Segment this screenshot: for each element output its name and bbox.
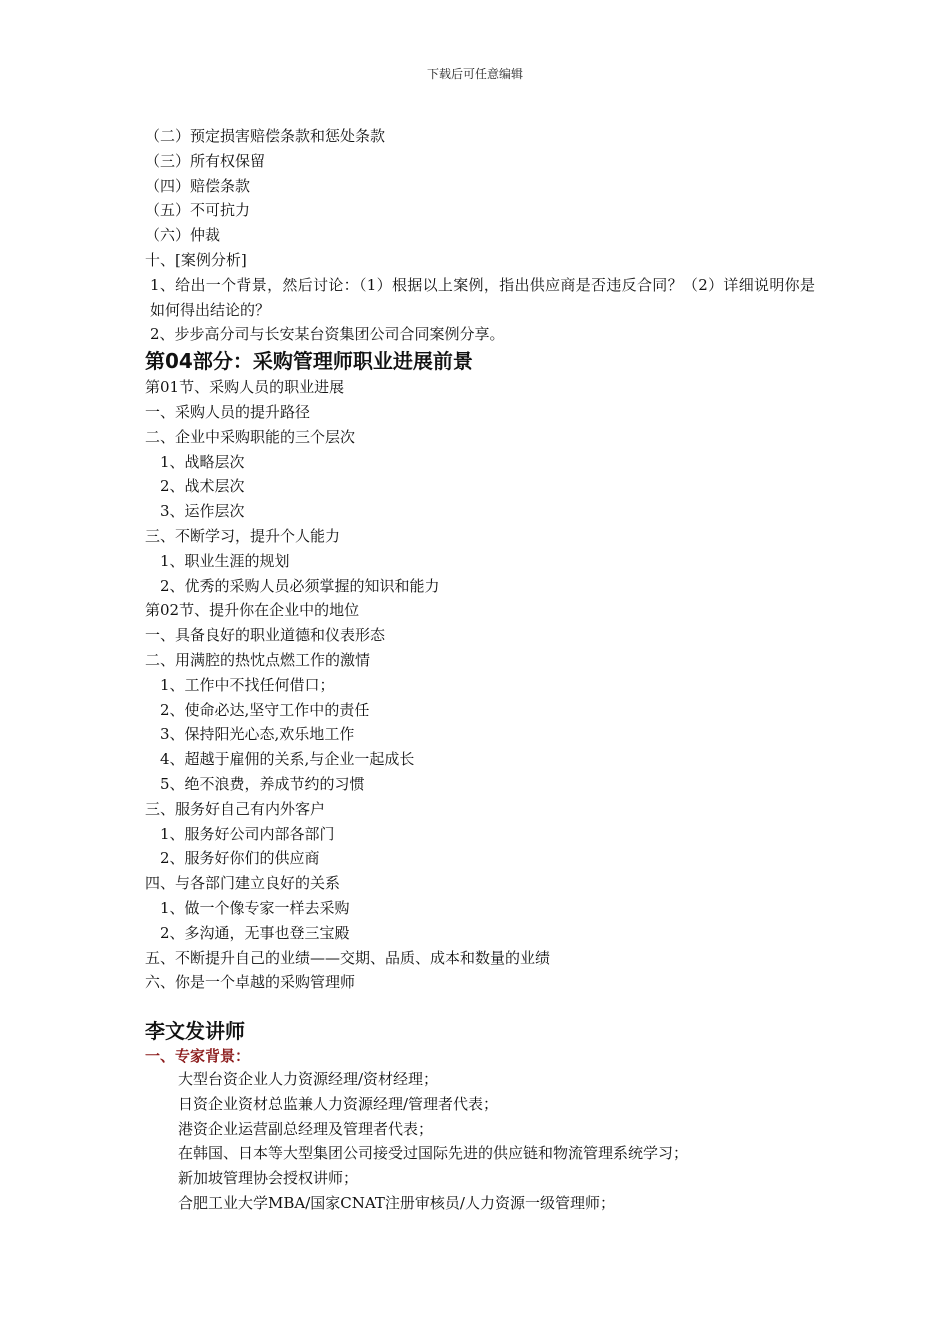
list-item: （五）不可抗力: [145, 201, 251, 220]
list-subitem: 1、服务好公司内部各部门: [160, 824, 335, 843]
document-body: [145, 124, 815, 1216]
background-item: 日资企业资材总监兼人力资源经理/管理者代表；: [178, 1094, 499, 1113]
list-item: 五、不断提升自己的业绩——交期、品质、成本和数量的业绩: [145, 948, 551, 967]
list-item: （四）赔偿条款: [145, 176, 251, 195]
page-header: 下载后可任意编辑: [426, 67, 523, 81]
list-subitem: 1、工作中不找任何借口；: [160, 675, 335, 694]
list-subitem: 3、保持阳光心态,欢乐地工作: [160, 725, 355, 744]
case-item-1: 1、给出一个背景，然后讨论：（1）根据以上案例，指出供应商是否违反合同？（2）详细说明你是如何得出结论的？: [150, 275, 815, 319]
list-item: （二）预定损害赔偿条款和惩处条款: [145, 127, 386, 145]
list-subitem: 1、做一个像专家一样去采购: [160, 898, 350, 917]
spacer: [145, 995, 815, 1017]
background-item: 大型台资企业人力资源经理/资材经理；: [178, 1070, 439, 1089]
list-item: 二、用满腔的热忱点燃工作的激情: [145, 650, 371, 669]
list-item: 三、服务好自己有内外客户: [145, 799, 326, 818]
background-item: 在韩国、日本等大型集团公司接受过国际先进的供应链和物流管理系统学习；: [178, 1144, 689, 1163]
list-subitem: 1、职业生涯的规划: [160, 551, 290, 570]
list-subitem: 2、多沟通，无事也登三宝殿: [160, 923, 350, 942]
list-item: 三、不断学习，提升个人能力: [145, 526, 341, 545]
expert-background-title: 一、专家背景：: [145, 1047, 251, 1066]
case-analysis-title: 十、[案例分析]: [145, 250, 247, 269]
list-subitem: 2、服务好你们的供应商: [160, 849, 320, 868]
list-subitem: 5、绝不浪费，养成节约的习惯: [160, 774, 365, 793]
list-subitem: 4、超越于雇佣的关系,与企业一起成长: [160, 750, 415, 769]
list-subitem: 2、战术层次: [160, 477, 245, 496]
list-item: （六）仲裁: [145, 226, 221, 245]
list-item: 六、你是一个卓越的采购管理师: [145, 973, 356, 992]
section-title: 第02节、提升你在企业中的地位: [145, 601, 360, 620]
list-subitem: 1、战略层次: [160, 452, 245, 471]
list-item: 一、具备良好的职业道德和仪表形态: [145, 626, 386, 645]
list-subitem: 3、运作层次: [160, 502, 245, 521]
background-item: 合肥工业大学MBA/国家CNAT注册审核员/人力资源一级管理师；: [178, 1194, 615, 1213]
teacher-name-heading: 李文发讲师: [145, 1019, 245, 1044]
list-item: 四、与各部门建立良好的关系: [145, 874, 341, 893]
part4-heading: 第04部分：采购管理师职业进展前景: [145, 349, 473, 374]
list-subitem: 2、使命必达,坚守工作中的责任: [160, 700, 370, 719]
section-title: 第01节、采购人员的职业进展: [145, 378, 345, 397]
case-item-2: 2、步步高分司与长安某台资集团公司合同案例分享。: [150, 325, 505, 344]
background-item: 港资企业运营副总经理及管理者代表；: [178, 1119, 434, 1138]
list-item: （三）所有权保留: [145, 151, 266, 170]
list-item: 二、企业中采购职能的三个层次: [145, 427, 356, 446]
list-item: 一、采购人员的提升路径: [145, 402, 311, 421]
background-item: 新加坡管理协会授权讲师；: [178, 1169, 359, 1188]
list-subitem: 2、优秀的采购人员必须掌握的知识和能力: [160, 576, 440, 595]
